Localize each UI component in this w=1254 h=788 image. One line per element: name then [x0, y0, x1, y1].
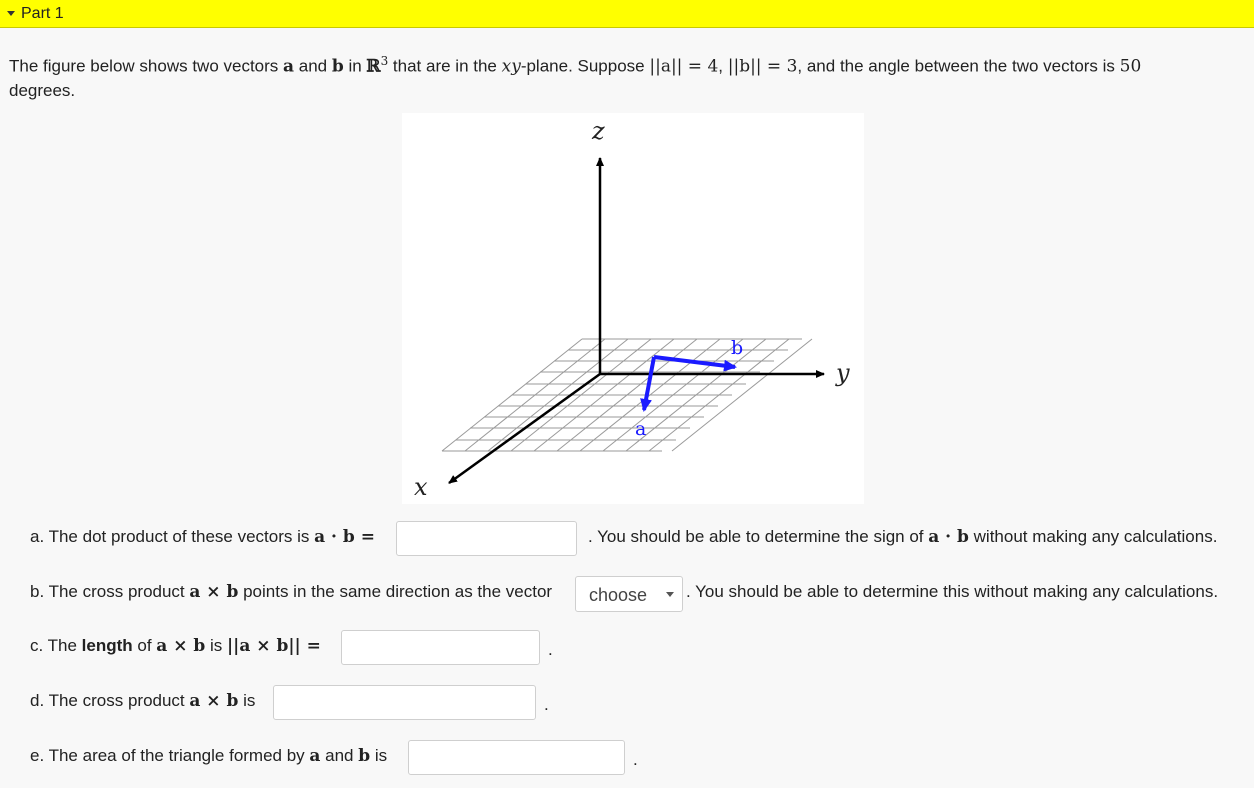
direction-select-value: choose [589, 585, 648, 605]
question-b-text: b. The cross product a × b points in the same direction as the vector [30, 582, 553, 602]
problem-intro: The figure below shows two vectors a and b in ℝ$^3$ that are in the xy-plane. Suppose ||a|| = 4, ||b|| = 3, and the angle between the two vectors is 50 degrees. [9, 54, 1142, 100]
vector-b [654, 357, 735, 367]
dropdown-caret-icon [666, 592, 674, 597]
vector-diagram [402, 113, 864, 504]
cross-length-input[interactable] [341, 630, 540, 665]
vector-a-label: a [635, 418, 647, 440]
part-header[interactable] [0, 0, 1254, 28]
y-axis-label: y [836, 359, 850, 387]
part-title: Part 1 [21, 5, 64, 22]
question-c-text: c. The length of a × b is ||a × b|| = [30, 636, 321, 656]
x-axis-label: x [414, 473, 428, 501]
question-a-note: . You should be able to determine the sign of a · b without making any calculations. [588, 527, 1218, 547]
direction-select[interactable] [575, 576, 683, 612]
question-a-text: a. The dot product of these vectors is a · b = [30, 527, 375, 547]
collapse-triangle-icon[interactable] [7, 11, 15, 16]
triangle-area-input[interactable] [408, 740, 625, 775]
question-e-period: . [633, 750, 638, 769]
xy-plane-grid [442, 339, 812, 451]
vector-b-label: b [731, 337, 744, 359]
dot-product-input[interactable] [396, 521, 577, 556]
z-axis-label: z [592, 117, 605, 145]
question-c-period: . [548, 640, 553, 659]
vector-figure [402, 113, 864, 504]
question-b-note: . You should be able to determine this without making any calculations. [686, 582, 1219, 601]
cross-product-input[interactable] [273, 685, 536, 720]
question-e-text: e. The area of the triangle formed by a and b is [30, 746, 388, 766]
question-d-text: d. The cross product a × b is [30, 691, 256, 711]
question-d-period: . [544, 695, 549, 714]
